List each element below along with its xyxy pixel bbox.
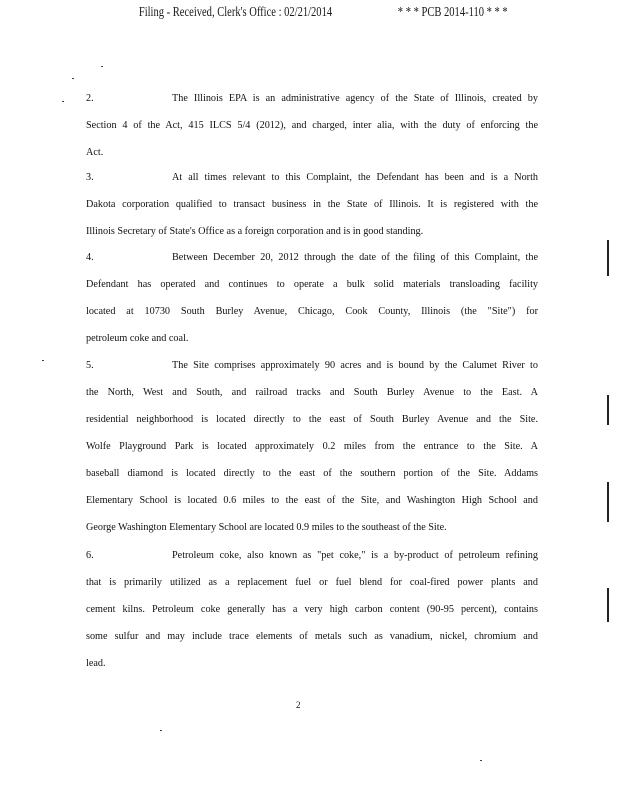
paragraph-line: Dakota corporation qualified to transact business in the State of Illinois. It is registered with the xyxy=(86,199,538,210)
paragraph-line: Elementary School is located 0.6 miles to the east of the Site, and Washington High School and xyxy=(86,495,538,506)
paragraph-line: Act. xyxy=(86,147,104,158)
paragraph-number: 2. xyxy=(86,93,94,104)
margin-change-bar xyxy=(607,240,609,276)
margin-change-bar xyxy=(607,395,609,425)
paragraph-line: Defendant has operated and continues to operate a bulk solid materials transloading facility xyxy=(86,279,538,290)
margin-change-bar xyxy=(607,482,609,522)
scan-speck xyxy=(72,78,74,79)
scan-speck xyxy=(62,101,64,102)
paragraph-line: residential neighborhood is located directly to the east of South Burley Avenue and the Site. xyxy=(86,414,538,425)
paragraph-line: 3. At all times relevant to this Complaint, the Defendant has been and is a North xyxy=(86,164,538,191)
paragraph-number: 4. xyxy=(86,252,94,263)
scan-speck xyxy=(101,66,103,67)
paragraph-line: that is primarily utilized as a replacement fuel or fuel blend for coal-fired power plants and xyxy=(86,577,538,588)
paragraph-line: Section 4 of the Act, 415 ILCS 5/4 (2012), and charged, inter alia, with the duty of enforcing the xyxy=(86,120,538,131)
paragraph-line: 5. The Site comprises approximately 90 acres and is bound by the Calumet River to xyxy=(86,352,538,379)
paragraph-number: 6. xyxy=(86,550,94,561)
paragraph-line: lead. xyxy=(86,658,106,669)
scan-speck xyxy=(160,730,162,731)
paragraph-line: some sulfur and may include trace elements of metals such as vanadium, nickel, chromium and xyxy=(86,631,538,642)
paragraph-line: petroleum coke and coal. xyxy=(86,333,189,344)
scan-speck xyxy=(42,360,44,361)
paragraph-5 xyxy=(86,352,538,541)
paragraph-3 xyxy=(86,164,538,245)
paragraph-line: located at 10730 South Burley Avenue, Chicago, Cook County, Illinois (the "Site") for xyxy=(86,306,538,317)
paragraph-line: Illinois Secretary of State's Office as a foreign corporation and is in good standing. xyxy=(86,226,424,237)
paragraph-line: baseball diamond is located directly to the east of the southern portion of the Site. Addams xyxy=(86,468,538,479)
paragraph-line: Wolfe Playground Park is located approximately 0.2 miles from the entrance to the Site. A xyxy=(86,441,538,452)
paragraph-line: 2. The Illinois EPA is an administrative agency of the State of Illinois, created by xyxy=(86,85,538,112)
page-number: 2 xyxy=(296,700,301,710)
paragraph-number: 5. xyxy=(86,360,94,371)
paragraph-4 xyxy=(86,244,538,352)
filing-stamp: Filing - Received, Clerk's Office : 02/21/2014 xyxy=(138,4,333,19)
margin-change-bar xyxy=(607,588,609,622)
paragraph-line: the North, West and South, and railroad tracks and South Burley Avenue to the East. A xyxy=(86,387,538,398)
paragraph-2 xyxy=(86,85,538,166)
paragraph-6 xyxy=(86,542,538,677)
paragraph-line: cement kilns. Petroleum coke generally has a very high carbon content (90-95 percent), contains xyxy=(86,604,538,615)
paragraph-number: 3. xyxy=(86,172,94,183)
case-number: * * * PCB 2014-110 * * * xyxy=(397,4,508,19)
scan-speck xyxy=(480,760,482,761)
paragraph-line: George Washington Elementary School are located 0.9 miles to the southeast of the Site. xyxy=(86,522,447,533)
paragraph-line: 4. Between December 20, 2012 through the date of the filing of this Complaint, the xyxy=(86,244,538,271)
paragraph-line: 6. Petroleum coke, also known as "pet coke," is a by-product of petroleum refining xyxy=(86,542,538,569)
